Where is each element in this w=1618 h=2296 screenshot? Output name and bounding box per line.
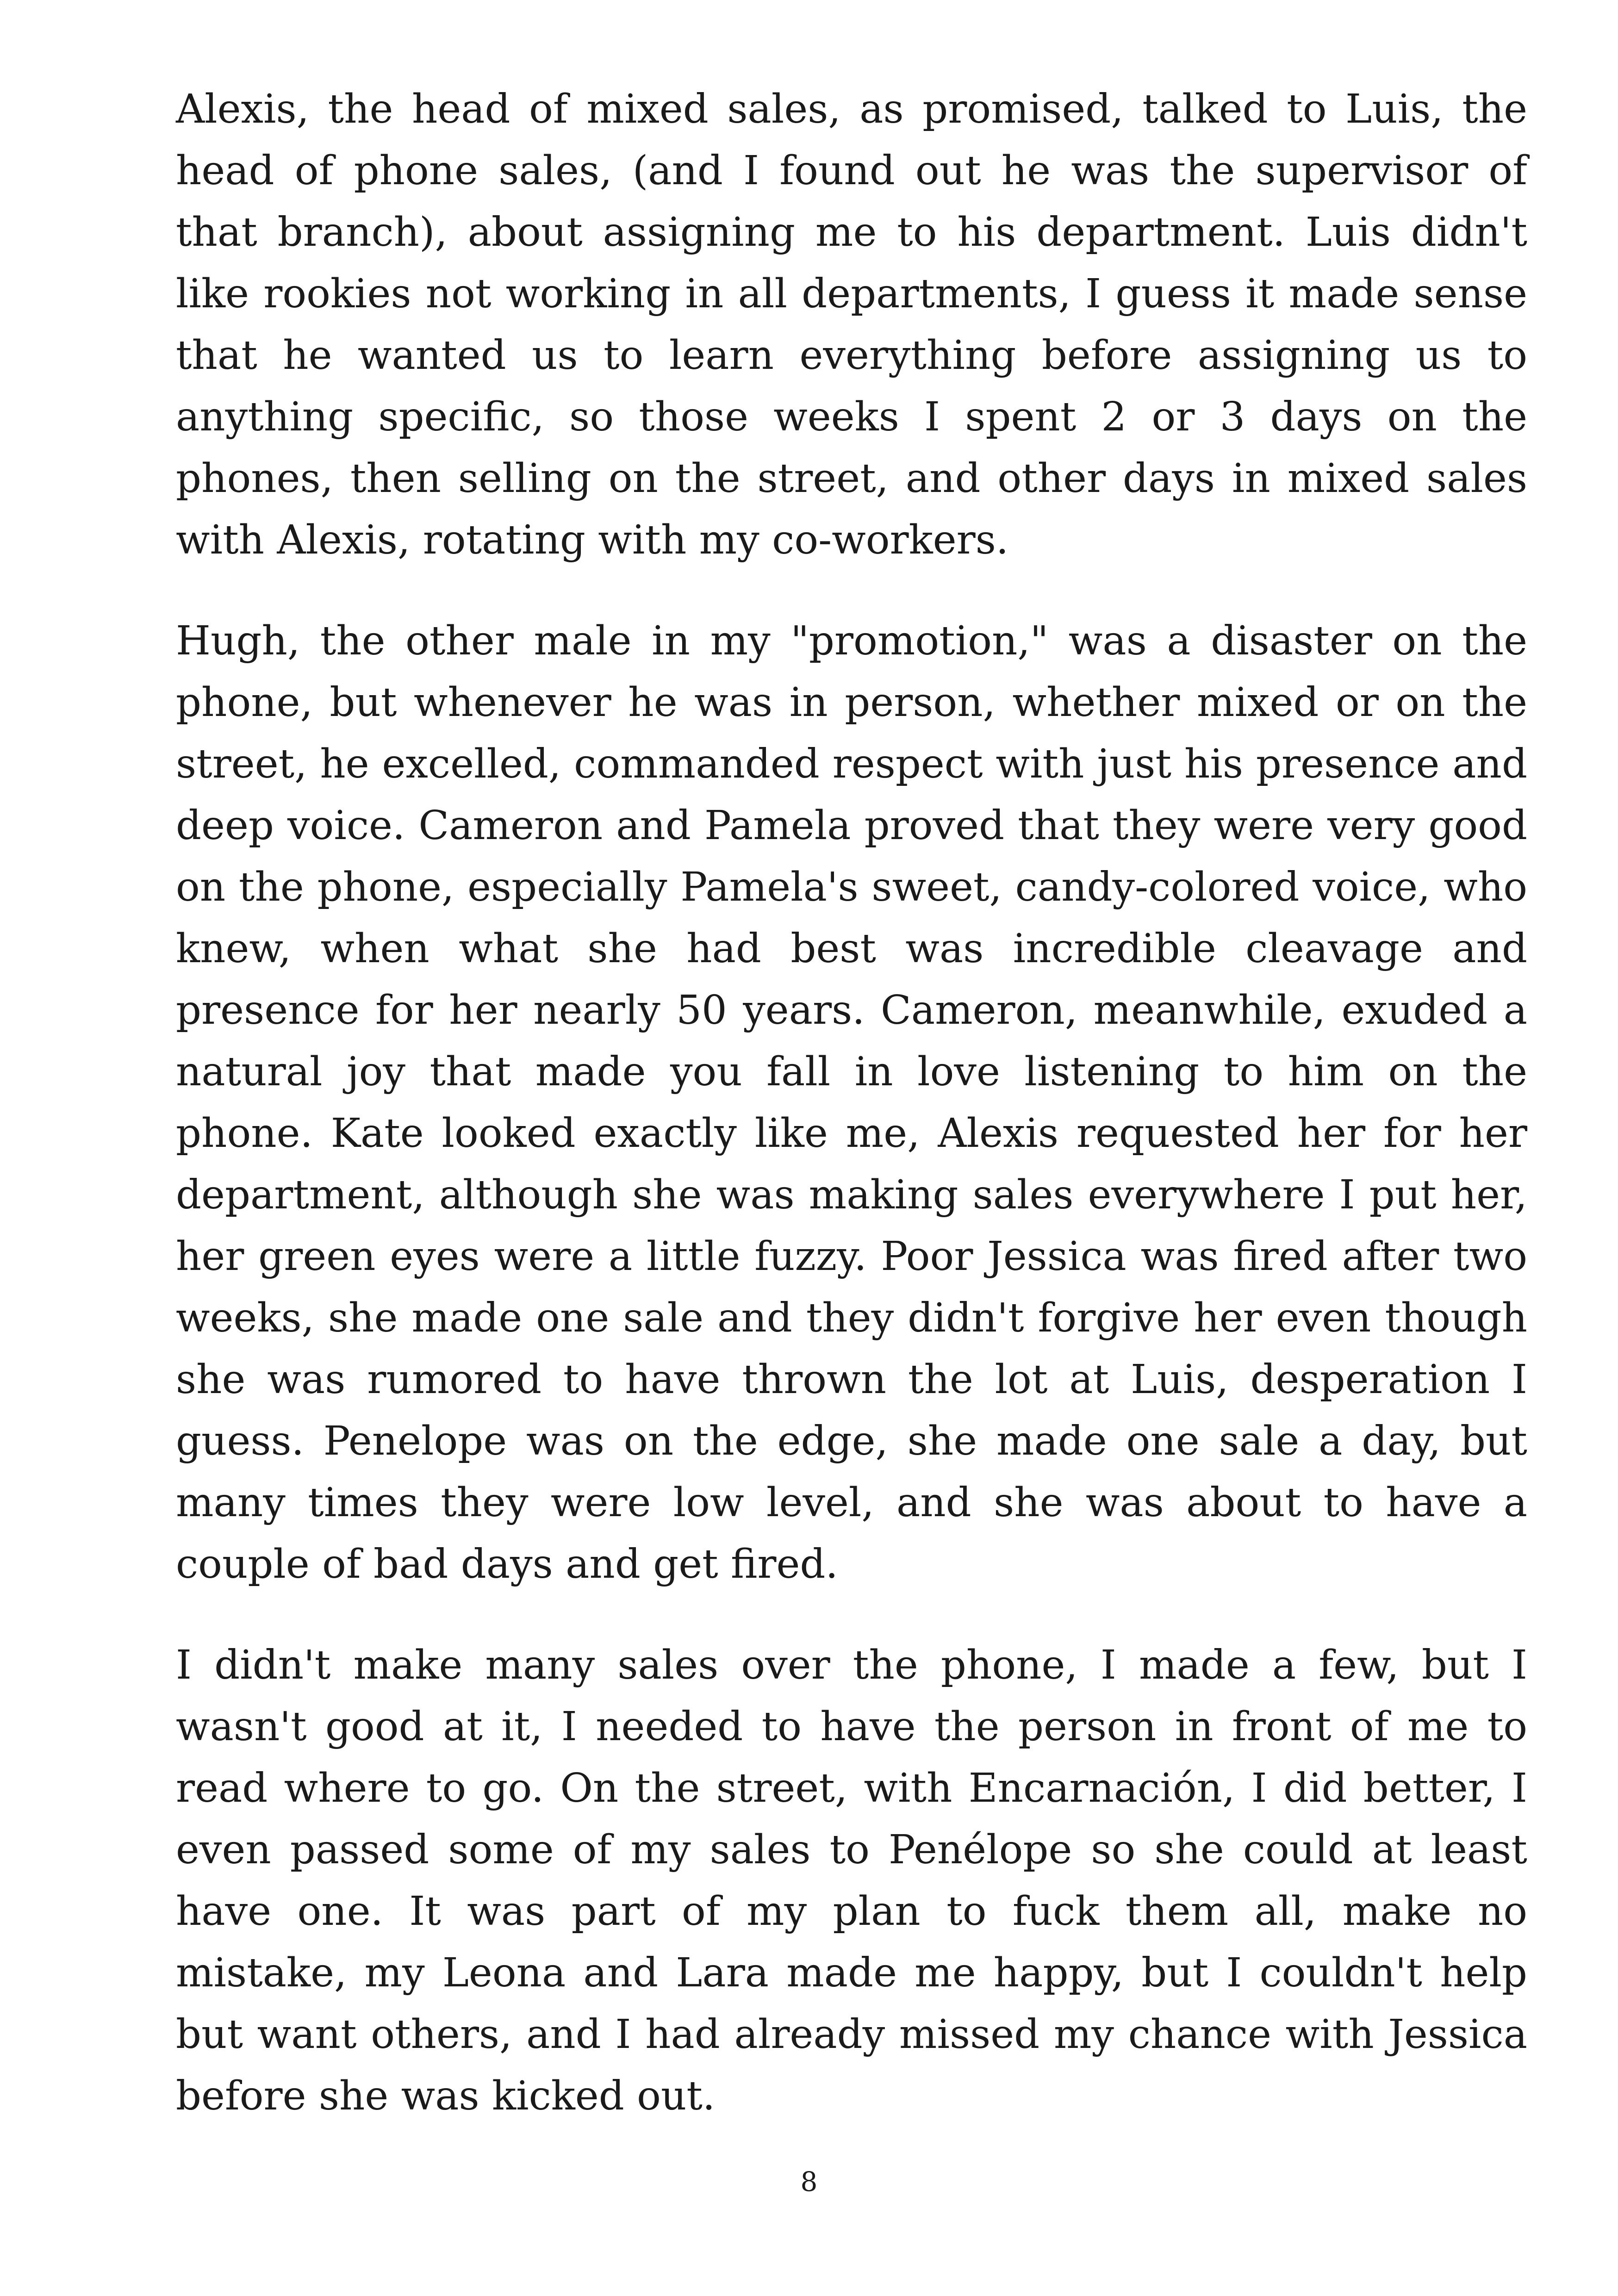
paragraph-1: Alexis, the head of mixed sales, as promised, talked to Luis, the head of phone sales, (and I found out he was the supervisor of that branch), about assigning me to his department. Luis didn't like rookies not working in all departments, I guess it made sense that he wanted us to learn everything before assigning us to anything specific, so those weeks I spent 2 or 3 days on the phones, then selling on the street, and other days in mixed sales with Alexis, rotating with my co-workers.	[176, 86, 1527, 563]
paragraph-3: I didn't make many sales over the phone, I made a few, but I wasn't good at it, I needed to have the person in front of me to read where to go. On the street, with Encarnación, I did better, I even passed some of my sales to Penélope so she could at least have one. It was part of my plan to fuck them all, make no mistake, my Leona and Lara made me happy, but I couldn't help but want others, and I had already missed my chance with Jessica before she was kicked out.	[176, 1642, 1527, 2119]
body-text	[176, 79, 1527, 2166]
paragraph-2: Hugh, the other male in my "promotion," was a disaster on the phone, but whenever he was in person, whether mixed or on the street, he excelled, commanded respect with just his presence and deep voice. Cameron and Pamela proved that they were very good on the phone, especially Pamela's sweet, candy-colored voice, who knew, when what she had best was incredible cleavage and presence for her nearly 50 years. Cameron, meanwhile, exuded a natural joy that made you fall in love listening to him on the phone. Kate looked exactly like me, Alexis requested her for her department, although she was making sales everywhere I put her, her green eyes were a little fuzzy. Poor Jessica was fired after two weeks, she made one sale and they didn't forgive her even though she was rumored to have thrown the lot at Luis, desperation I guess. Penelope was on the edge, she made one sale a day, but many times they were low level, and she was about to have a couple of bad days and get fired.	[176, 618, 1527, 1587]
page-number: 8	[800, 2166, 818, 2197]
